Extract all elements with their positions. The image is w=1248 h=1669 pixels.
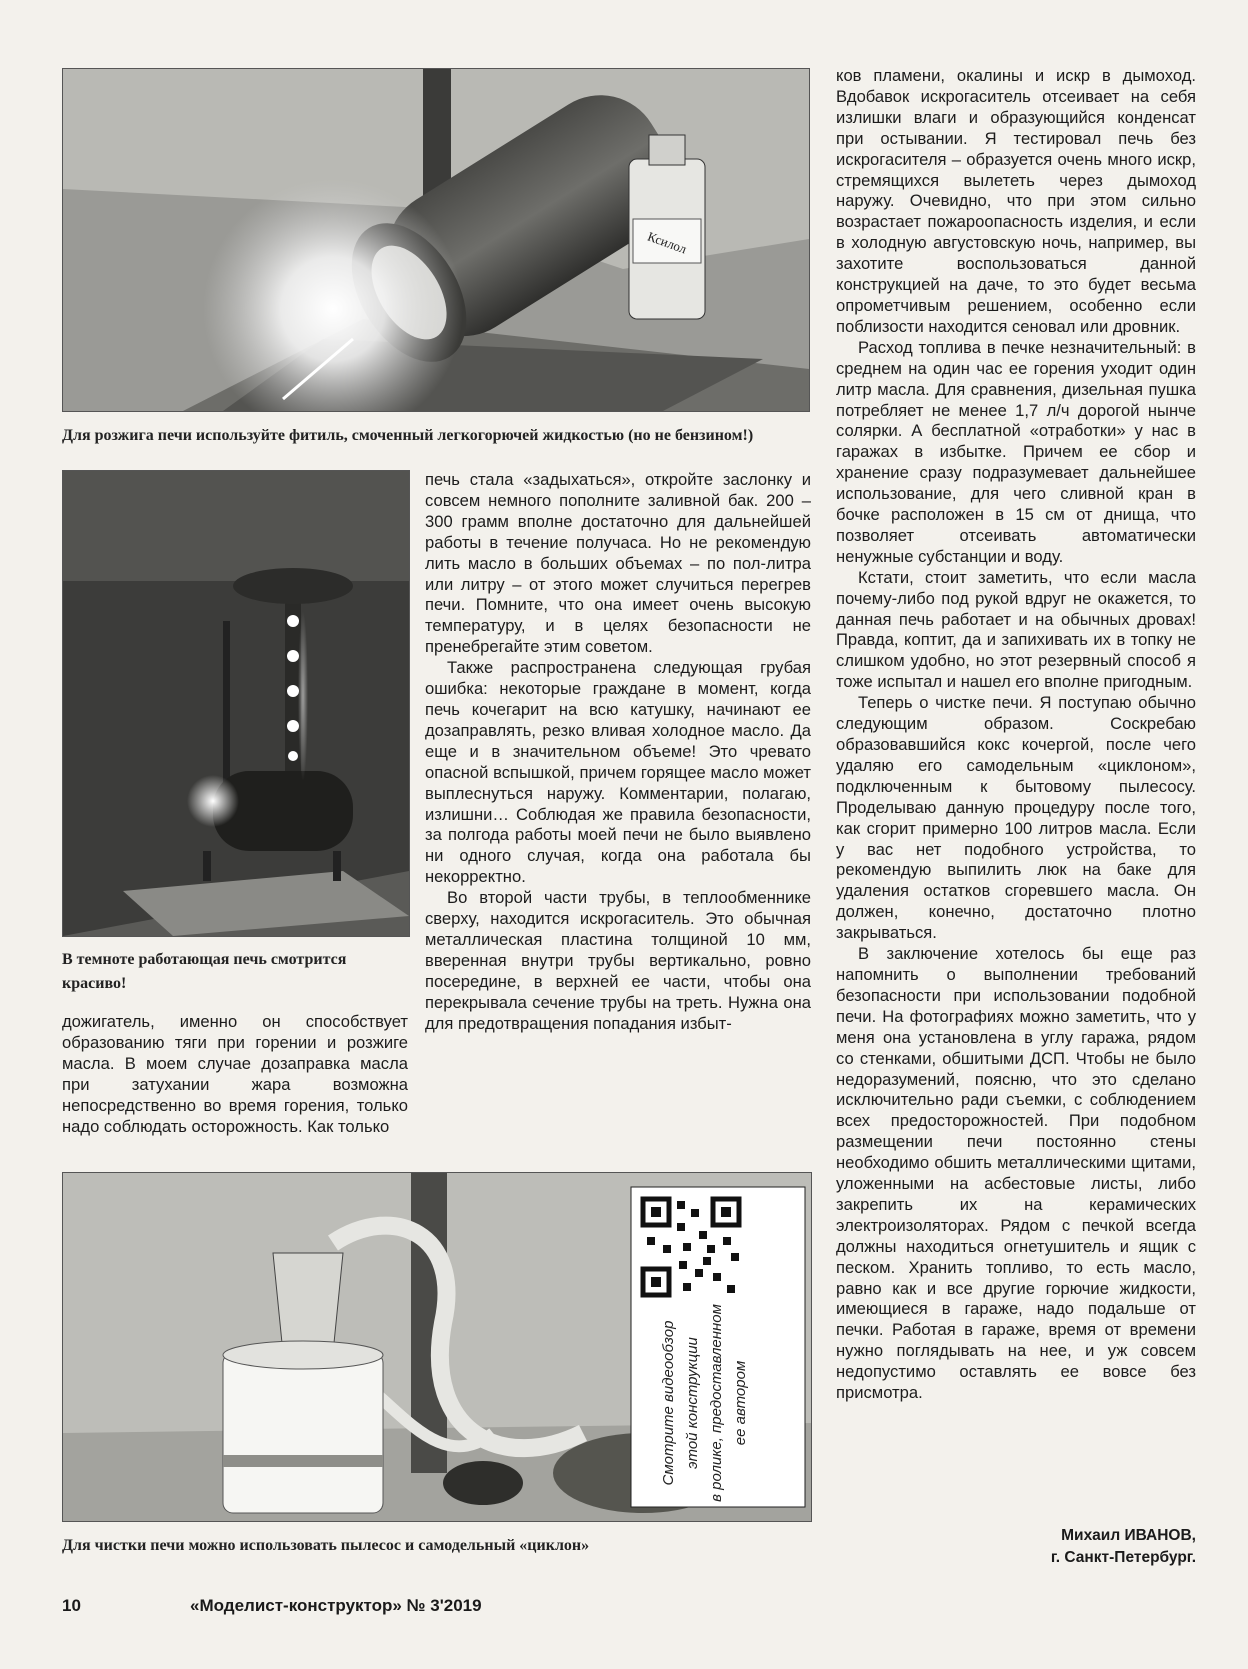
paragraph: Кстати, стоит заметить, что если масла почему-либо под рукой вдруг не окажется, то данная печь работает и на обычных дровах! Правда, коптит, да и запихивать их в топку не слишком удобно, но этот резервный способ я тоже испытал и нашел его вполне пригодным. [836,567,1196,692]
qr-code-icon [641,1197,741,1297]
author-name: Михаил ИВАНОВ, [1061,1527,1196,1544]
caption-top-photo: Для розжига печи используйте фитиль, смоченный легкогорючей жидкостью (но не бензином!) [62,427,754,444]
paragraph: Теперь о чистке печи. Я поступаю обычно следующим образом. Соскребаю образовавшийся кокс кочергой, после чего удаляю его самодельным «циклоном», подключенным к бытовому пылесосу. Проделываю данную процедуру после того, как сгорит примерно 100 литров масла. Если у вас нет подобного устройства, то рекомендую выпилить люк на баке для удаления остатков сгоревшего масла. Он должен, конечно, достаточно плотно закрываться. [836,693,1196,943]
caption-middle-photo: В темноте работающая печь смотрится красиво! [62,951,347,992]
cyclone-vacuum-illustration [63,1173,811,1521]
column-right [836,66,1196,1404]
photo-stove-ignition [62,68,810,412]
paragraph: Расход топлива в печке незначительный: в среднем на один час ее горения уходит один литр масла. Для сравнения, дизельная пушка потребляет не менее 1,7 л/ч дорогой нынче солярки. А бесплатной «отработки» у нас в гаражах в избытке. Причем ее сбор и хранение сразу подразумевает дальнейшее использование, для чего сливной кран в бочке расположен в 15 см от днища, что позволяет отсеивать автоматически ненужные субстанции и воду. [836,337,1196,566]
qr-video-note-line: ее автором [732,1360,749,1446]
paragraph: печь стала «задыхаться», откройте заслонку и совсем немного пополните заливной бак. 200 – 300 грамм вполне достаточно для дальнейшей работы в течение получаса. Но не рекомендую лить масло в больших объемах – по пол-литра или литру – от этого может случиться перегрев печи. Помните, что она имеет очень высокую температуру, и в целях безопасности не пренебрегайте этим советом. [425,470,811,657]
page-number: 10 [62,1596,81,1615]
qr-video-note-line: в ролике, предоставленном [708,1304,725,1502]
stove-dark-illustration [63,471,409,936]
paragraph: В заключение хотелось бы еще раз напомнить о выполнении требований безопасности при использовании подобной печи. На фотографиях можно заметить, что у меня она установлена в углу гаража, рядом со стенками, обшитыми ДСП. Чтобы не было недоразумений, поясню, что это сделано исключительно ради съемки, с соблюдением всех предосторожностей. При подобном размещении печи постоянно стены необходимо обшить металлическими щитами, уложенными на асбестовые листы, либо закрепить их на керамических электроизоляторах. Рядом с печкой всегда должны находиться огнетушитель и ящик с песком. Хранить топливо, то есть масло, равно как и все другие горючие жидкости, имеющиеся в гараже, надо подальше от печки. Работая в гараже, время от времени нужно поглядывать на нее, и уж совсем недопустимо оставлять ее вовсе без присмотра. [836,944,1196,1403]
author-signature [1051,1525,1196,1569]
column-left-bottom [62,1012,408,1137]
paragraph: Во второй части трубы, в теплообменнике сверху, находится искрогаситель. Это обычная металлическая пластина толщиной 10 мм, вверенная внутри трубы вертикально, ровно посередине, в верхней ее части, чтобы она перекрывала сечение трубы на треть. Нужна она для предотвращения попадания избыт- [425,888,811,1033]
paragraph: Также распространена следующая грубая ошибка: некоторые граждане в момент, когда печь кочегарит на всю катушку, начинают ее дозаправлять, резко вливая холодное масло. Да еще и в значительном объеме! Это чревато опасной вспышкой, причем горящее масло может выплеснуться наружу. Комментарии, полагаю, излишни… Соблюдая же правила безопасности, за полгода работы моей печи не было выявлено ни одного случая, когда она работала бы некорректно. [425,658,811,887]
column-middle [425,470,811,1034]
caption-bottom-photo: Для чистки печи можно использовать пылесос и самодельный «циклон» [62,1537,590,1554]
paragraph: ков пламени, окалины и искр в дымоход. Вдобавок искрогаситель отсеивает на себя излишки влаги и образующийся конденсат при остывании. Я тестировал печь без искрогасителя – образуется очень много искр, стремящихся вылететь через дымоход наружу. Очевидно, что при этом сильно возрастает пожароопасность изделия, и если в холодную августовскую ночь, например, вы захотите воспользоваться данной конструкцией на даче, то это будет весьма опрометчивым решением, особенно если поблизости находится сеновал или дровник. [836,66,1196,336]
qr-video-note-line: этой конструкции [684,1337,701,1469]
photo-cyclone-vacuum [62,1172,812,1522]
bottle-label: Ксилол [645,228,689,257]
magazine-title: «Моделист-конструктор» № 3'2019 [190,1596,482,1615]
stove-ignition-illustration [63,69,809,411]
paragraph: дожигатель, именно он способствует образованию тяги при горении и розжиге масла. В моем случае дозаправка масла при затухании жара возможна непосредственно во время горения, только надо соблюдать осторожность. Как только [62,1012,408,1136]
xylene-bottle [629,135,705,319]
author-city: г. Санкт-Петербург. [1050,1549,1196,1566]
photo-stove-dark [62,470,410,937]
qr-video-note-line: Смотрите видеообзор [660,1320,677,1486]
